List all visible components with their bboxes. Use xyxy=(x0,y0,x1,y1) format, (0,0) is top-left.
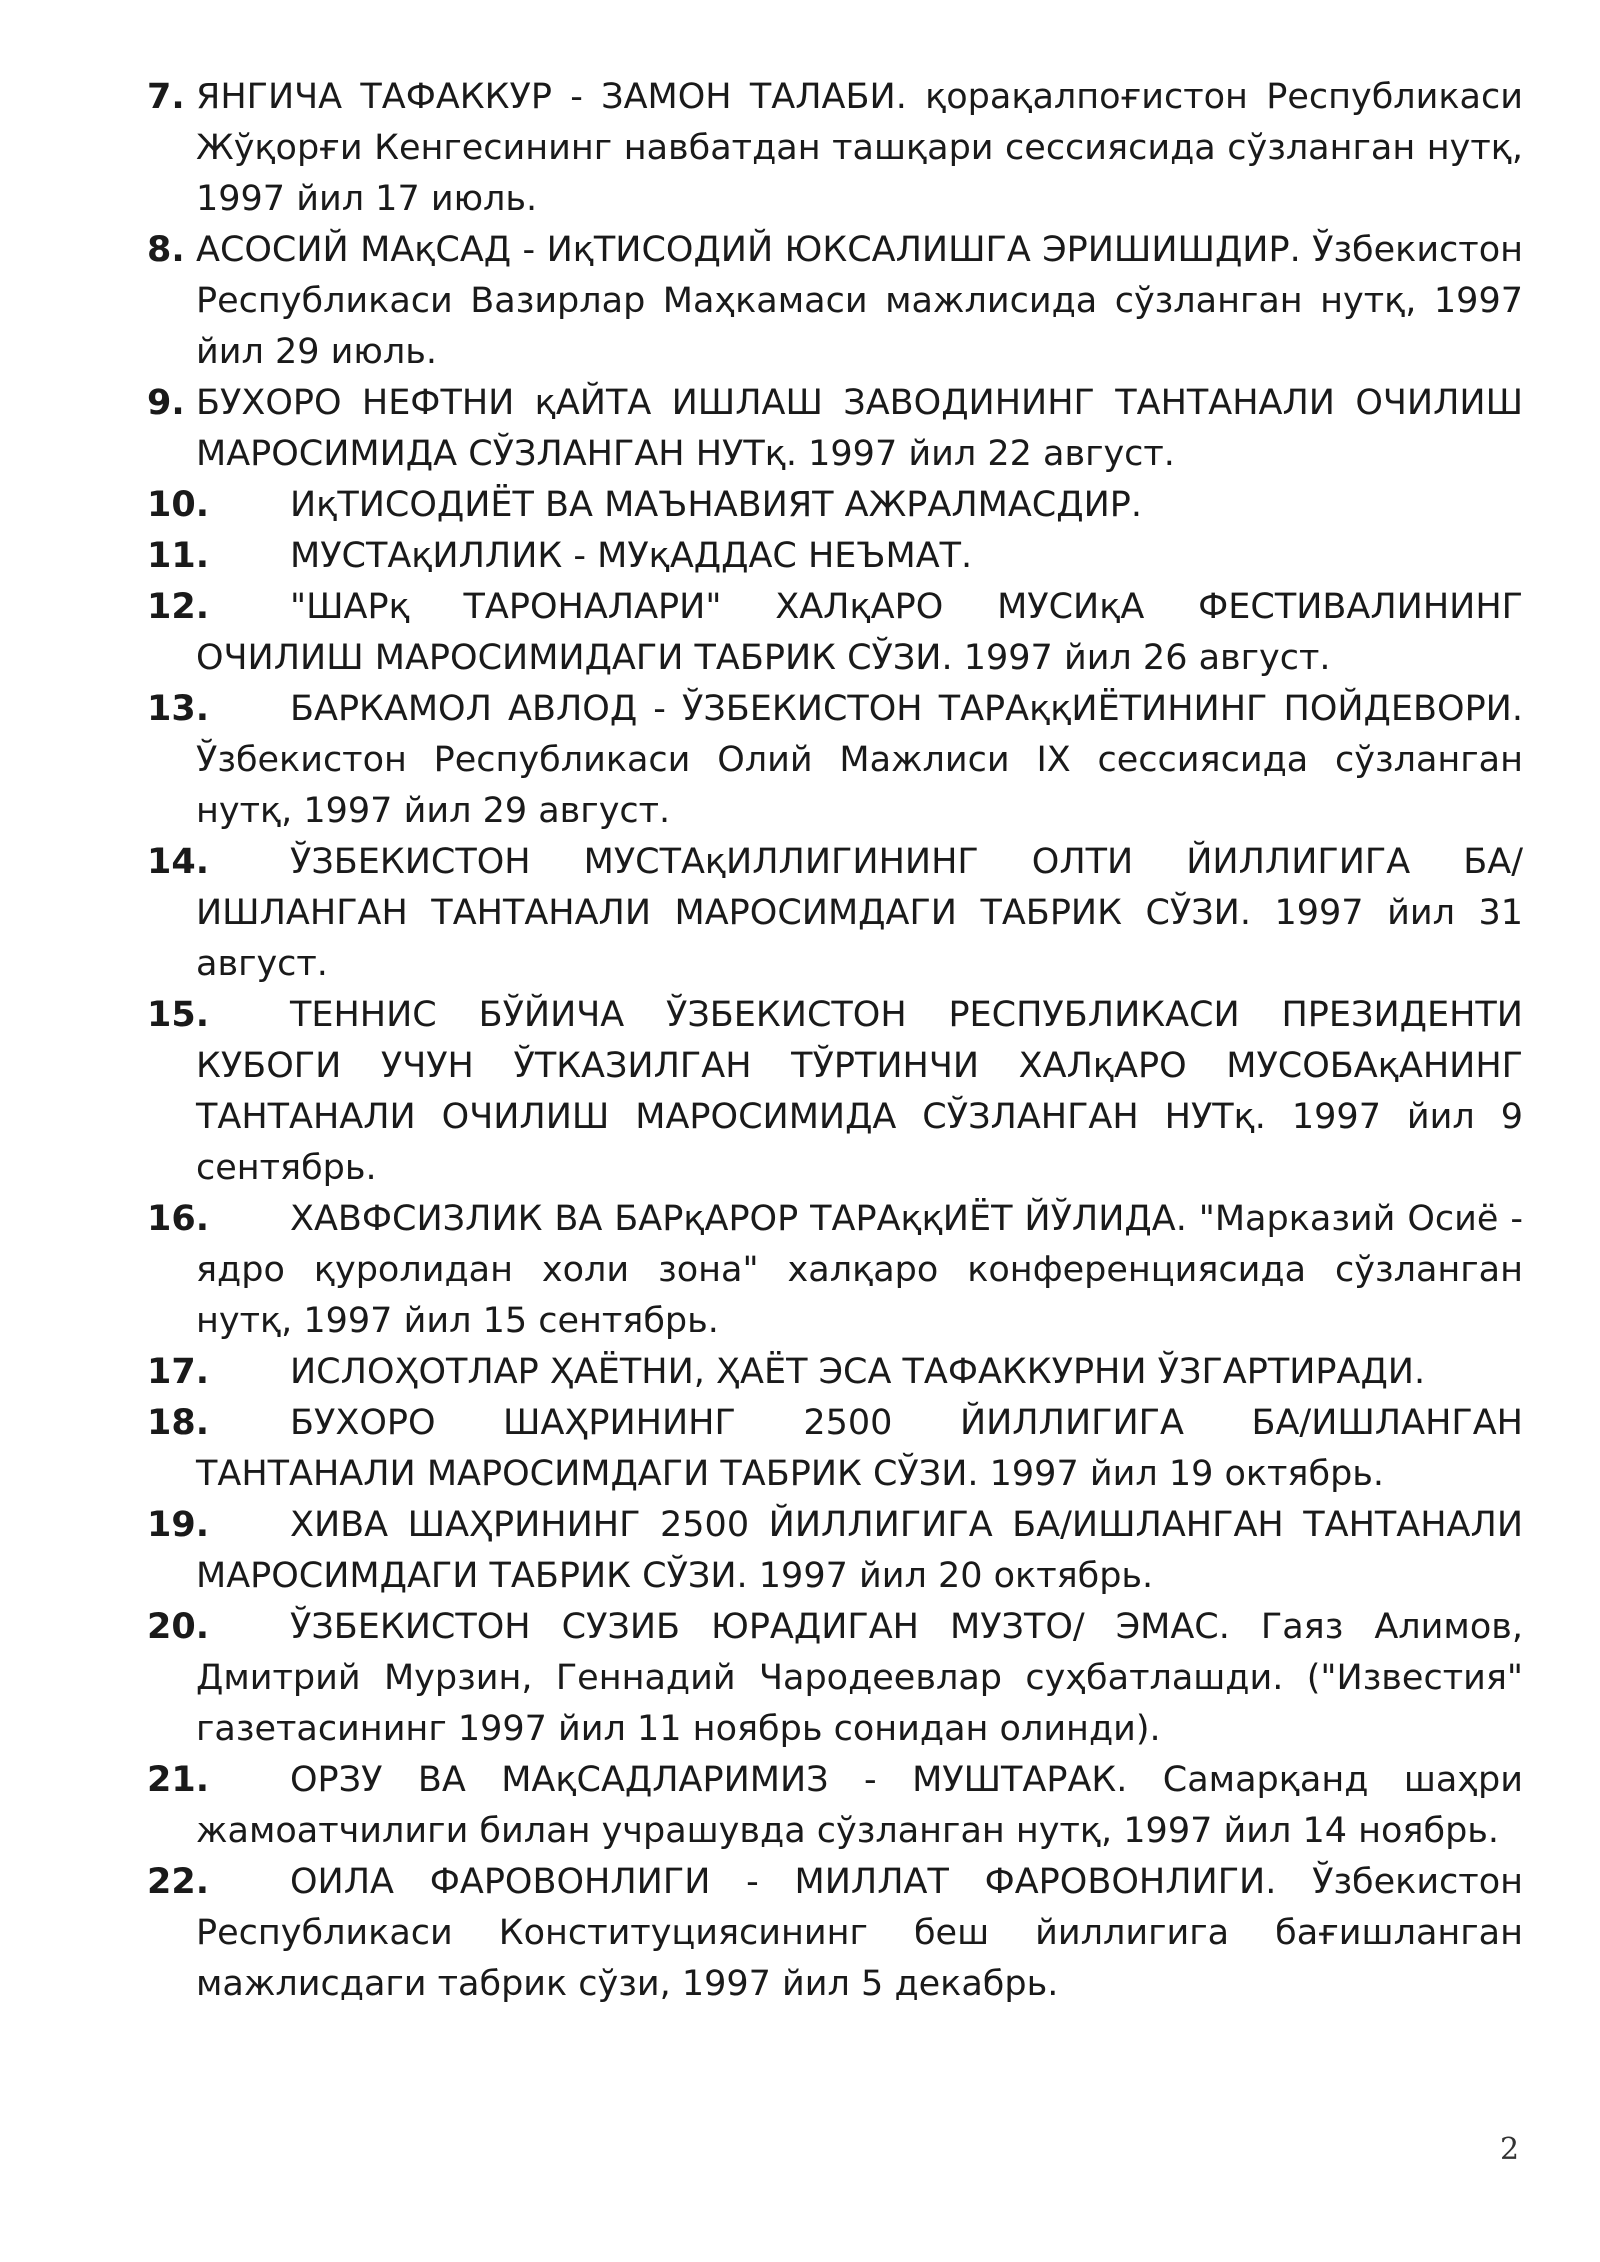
item-number: 9. xyxy=(147,383,185,423)
speech-list xyxy=(147,72,1523,2010)
item-number: 20. xyxy=(147,1607,210,1647)
item-text: ТЕННИС БЎЙИЧА ЎЗБЕКИСТОН РЕСПУБЛИКАСИ ПРЕЗИДЕНТИ КУБОГИ УЧУН ЎТКАЗИЛГАН ТЎРТИНЧИ ХАЛқАРО МУСОБАқАНИНГ ТАНТАНАЛИ ОЧИЛИШ МАРОСИМИДА СЎЗЛАНГАН НУТқ. 1997 йил 9 сентябрь. xyxy=(196,995,1523,1188)
list-item xyxy=(147,1398,1523,1500)
list-item xyxy=(147,1755,1523,1857)
item-number: 22. xyxy=(147,1862,210,1902)
item-text: ЯНГИЧА ТАФАККУР - ЗАМОН ТАЛАБИ. қорақалпоғистон Республикаси Жўқорғи Кенгесининг навбатдан ташқари сессиясида сўзланган нутқ, 1997 йил 17 июль. xyxy=(196,77,1523,219)
item-text: ХИВА ШАҲРИНИНГ 2500 ЙИЛЛИГИГА БА/ИШЛАНГАН ТАНТАНАЛИ МАРОСИМДАГИ ТАБРИК СЎЗИ. 1997 йил 20 октябрь. xyxy=(196,1505,1523,1596)
item-number: 21. xyxy=(147,1760,210,1800)
item-text: БУХОРО НЕФТНИ қАЙТА ИШЛАШ ЗАВОДИНИНГ ТАНТАНАЛИ ОЧИЛИШ МАРОСИМИДА СЎЗЛАНГАН НУТқ. 1997 йил 22 август. xyxy=(196,383,1523,474)
item-text: ИСЛОҲОТЛАР ҲАЁТНИ, ҲАЁТ ЭСА ТАФАККУРНИ ЎЗГАРТИРАДИ. xyxy=(290,1352,1426,1392)
list-item xyxy=(147,1347,1523,1398)
item-number: 15. xyxy=(147,995,210,1035)
item-number: 19. xyxy=(147,1505,210,1545)
list-item xyxy=(147,225,1523,378)
list-item xyxy=(147,1194,1523,1347)
list-item xyxy=(147,837,1523,990)
item-number: 10. xyxy=(147,485,210,525)
list-item xyxy=(147,1857,1523,2010)
item-text: МУСТАқИЛЛИК - МУқАДДАС НЕЪМАТ. xyxy=(290,536,973,576)
item-number: 17. xyxy=(147,1352,210,1392)
item-text: АСОСИЙ МАқСАД - ИқТИСОДИЙ ЮКСАЛИШГА ЭРИШИШДИР. Ўзбекистон Республикаси Вазирлар Маҳкамаси мажлисида сўзланган нутқ, 1997 йил 29 июль. xyxy=(196,230,1523,372)
item-number: 12. xyxy=(147,587,210,627)
list-item xyxy=(147,582,1523,684)
item-text: ЎЗБЕКИСТОН МУСТАқИЛЛИГИНИНГ ОЛТИ ЙИЛЛИГИГА БА/ИШЛАНГАН ТАНТАНАЛИ МАРОСИМДАГИ ТАБРИК СЎЗИ. 1997 йил 31 август. xyxy=(196,842,1523,984)
item-text: ОРЗУ ВА МАқСАДЛАРИМИЗ - МУШТАРАК. Самарқанд шаҳри жамоатчилиги билан учрашувда сўзланган нутқ, 1997 йил 14 ноябрь. xyxy=(196,1760,1523,1851)
item-number: 18. xyxy=(147,1403,210,1443)
item-number: 8. xyxy=(147,230,185,270)
item-text: ХАВФСИЗЛИК ВА БАРқАРОР ТАРАққИЁТ ЙЎЛИДА. "Марказий Осиё - ядро қуролидан холи зона" халқаро конференциясида сўзланган нутқ, 1997 йил 15 сентябрь. xyxy=(196,1199,1523,1341)
item-text: БАРКАМОЛ АВЛОД - ЎЗБЕКИСТОН ТАРАққИЁТИНИНГ ПОЙДЕВОРИ. Ўзбекистон Республикаси Олий Мажлиси IX сессиясида сўзланган нутқ, 1997 йил 29 август. xyxy=(196,689,1523,831)
item-number: 11. xyxy=(147,536,210,576)
list-item xyxy=(147,378,1523,480)
list-item xyxy=(147,480,1523,531)
list-item xyxy=(147,990,1523,1194)
item-number: 7. xyxy=(147,77,185,117)
item-number: 14. xyxy=(147,842,210,882)
list-item xyxy=(147,684,1523,837)
item-text: "ШАРқ ТАРОНАЛАРИ" ХАЛқАРО МУСИқА ФЕСТИВАЛИНИНГ ОЧИЛИШ МАРОСИМИДАГИ ТАБРИК СЎЗИ. 1997 йил 26 август. xyxy=(196,587,1523,678)
list-item xyxy=(147,1500,1523,1602)
item-text: ЎЗБЕКИСТОН СУЗИБ ЮРАДИГАН МУЗТО/ ЭМАС. Гаяз Алимов, Дмитрий Мурзин, Геннадий Чародеевлар суҳбатлашди. ("Известия" газетасининг 1997 йил 11 ноябрь сонидан олинди). xyxy=(196,1607,1523,1749)
list-item xyxy=(147,72,1523,225)
item-number: 13. xyxy=(147,689,210,729)
item-number: 16. xyxy=(147,1199,210,1239)
item-text: ИқТИСОДИЁТ ВА МАЪНАВИЯТ АЖРАЛМАСДИР. xyxy=(290,485,1142,525)
list-item xyxy=(147,1602,1523,1755)
page-number: 2 xyxy=(1500,2132,1520,2167)
list-item xyxy=(147,531,1523,582)
item-text: БУХОРО ШАҲРИНИНГ 2500 ЙИЛЛИГИГА БА/ИШЛАНГАН ТАНТАНАЛИ МАРОСИМДАГИ ТАБРИК СЎЗИ. 1997 йил 19 октябрь. xyxy=(196,1403,1523,1494)
item-text: ОИЛА ФАРОВОНЛИГИ - МИЛЛАТ ФАРОВОНЛИГИ. Ўзбекистон Республикаси Конституциясининг беш йиллигига бағишланган мажлисдаги табрик сўзи, 1997 йил 5 декабрь. xyxy=(196,1862,1523,2004)
